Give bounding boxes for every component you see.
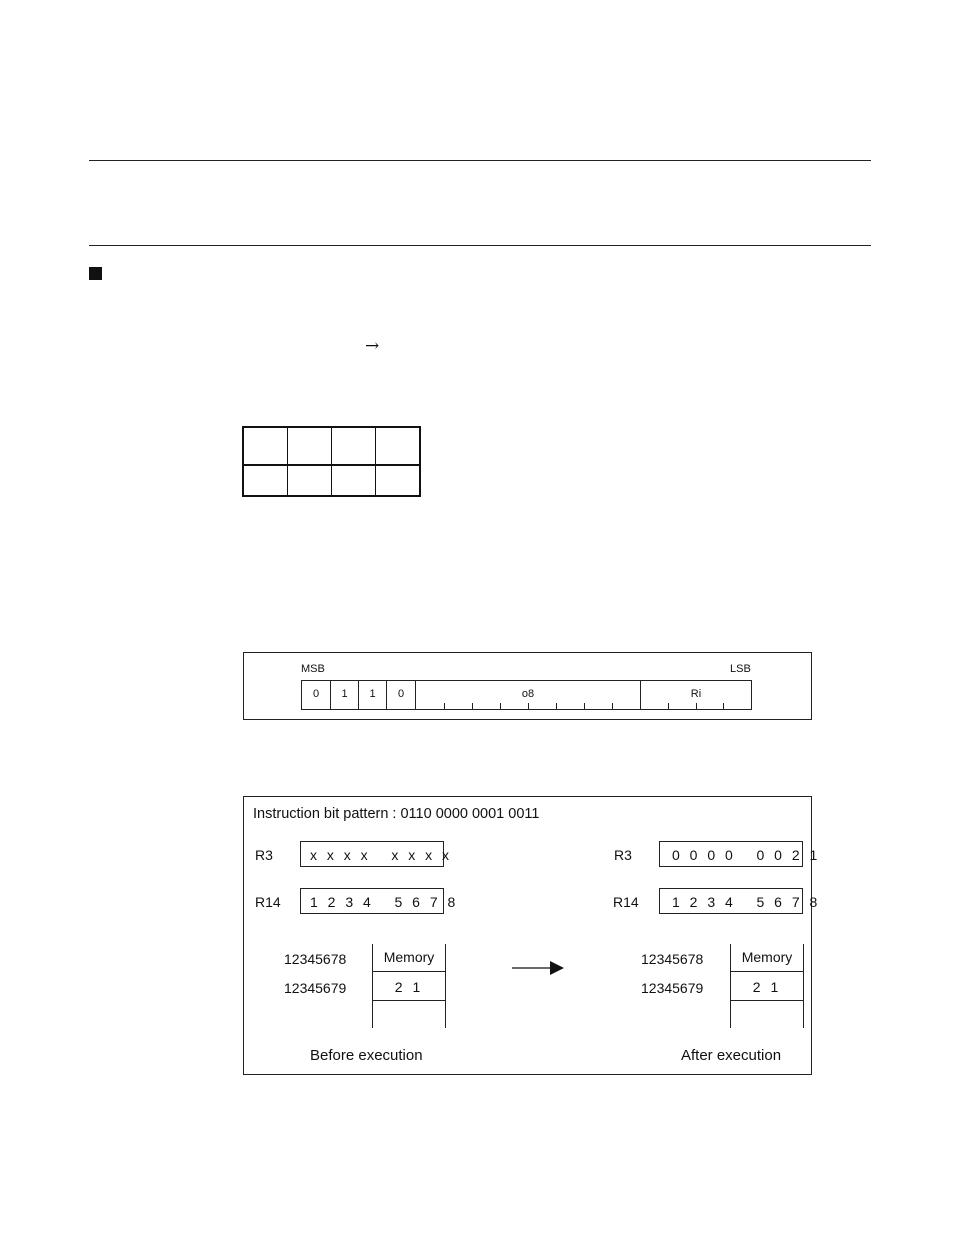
address-label: 12345678 xyxy=(284,951,347,967)
flag-table-cell xyxy=(376,465,421,496)
transition-arrow-icon xyxy=(512,960,564,976)
lsb-label: LSB xyxy=(730,663,751,675)
bit-field xyxy=(301,680,752,710)
header-rule xyxy=(89,245,871,246)
address-label: 12345679 xyxy=(641,980,704,996)
bit-cell: 0 xyxy=(387,681,416,709)
bit-tick xyxy=(444,703,445,709)
flag-table-cell xyxy=(332,427,376,465)
bit-pattern-text: Instruction bit pattern : 0110 0000 0001 0011 xyxy=(253,806,540,822)
bit-cell: 1 xyxy=(359,681,387,709)
bit-tick xyxy=(584,703,585,709)
after-caption: After execution xyxy=(681,1047,782,1064)
bit-cell: 0 xyxy=(302,681,331,709)
bit-tick xyxy=(528,703,529,709)
flag-table-cell xyxy=(243,465,288,496)
r14-register-after: 1 2 3 4 5 6 7 8 xyxy=(659,888,803,914)
ri-label: Ri xyxy=(690,688,702,700)
before-caption: Before execution xyxy=(310,1047,423,1064)
memory-header: Memory xyxy=(373,944,445,972)
r3-label-before: R3 xyxy=(255,847,273,863)
bit-tick xyxy=(696,703,697,709)
section-bullet-square xyxy=(89,267,102,280)
r3-register-after: 0 0 0 0 0 0 2 1 xyxy=(659,841,803,867)
flag-table xyxy=(242,426,421,497)
bit-tick xyxy=(556,703,557,709)
address-label: 12345679 xyxy=(284,980,347,996)
flag-table-cell xyxy=(288,465,332,496)
memory-value: 2 1 xyxy=(731,972,803,1001)
arrow-symbol: → xyxy=(365,336,380,356)
bit-tick xyxy=(472,703,473,709)
memory-value: 2 1 xyxy=(373,972,445,1001)
flag-table-cell xyxy=(332,465,376,496)
flag-table-cell xyxy=(243,427,288,465)
r14-register-before: 1 2 3 4 5 6 7 8 xyxy=(300,888,444,914)
r3-register-before: x x x x x x x x xyxy=(300,841,444,867)
r14-label-after: R14 xyxy=(613,894,639,910)
bit-cell: 1 xyxy=(331,681,359,709)
memory-before xyxy=(372,944,446,1028)
bit-tick xyxy=(723,703,724,709)
bit-tick xyxy=(500,703,501,709)
instruction-format-box xyxy=(243,652,812,720)
r14-label-before: R14 xyxy=(255,894,281,910)
flag-table-cell xyxy=(376,427,421,465)
memory-header: Memory xyxy=(731,944,803,972)
execution-example-box xyxy=(243,796,821,1075)
bit-tick xyxy=(668,703,669,709)
bit-tick xyxy=(612,703,613,709)
flag-table-cell xyxy=(288,427,332,465)
r3-label-after: R3 xyxy=(614,847,632,863)
msb-label: MSB xyxy=(301,663,325,675)
memory-after xyxy=(730,944,804,1028)
address-label: 12345678 xyxy=(641,951,704,967)
top-rule xyxy=(89,160,871,161)
o8-label: o8 xyxy=(521,688,535,700)
